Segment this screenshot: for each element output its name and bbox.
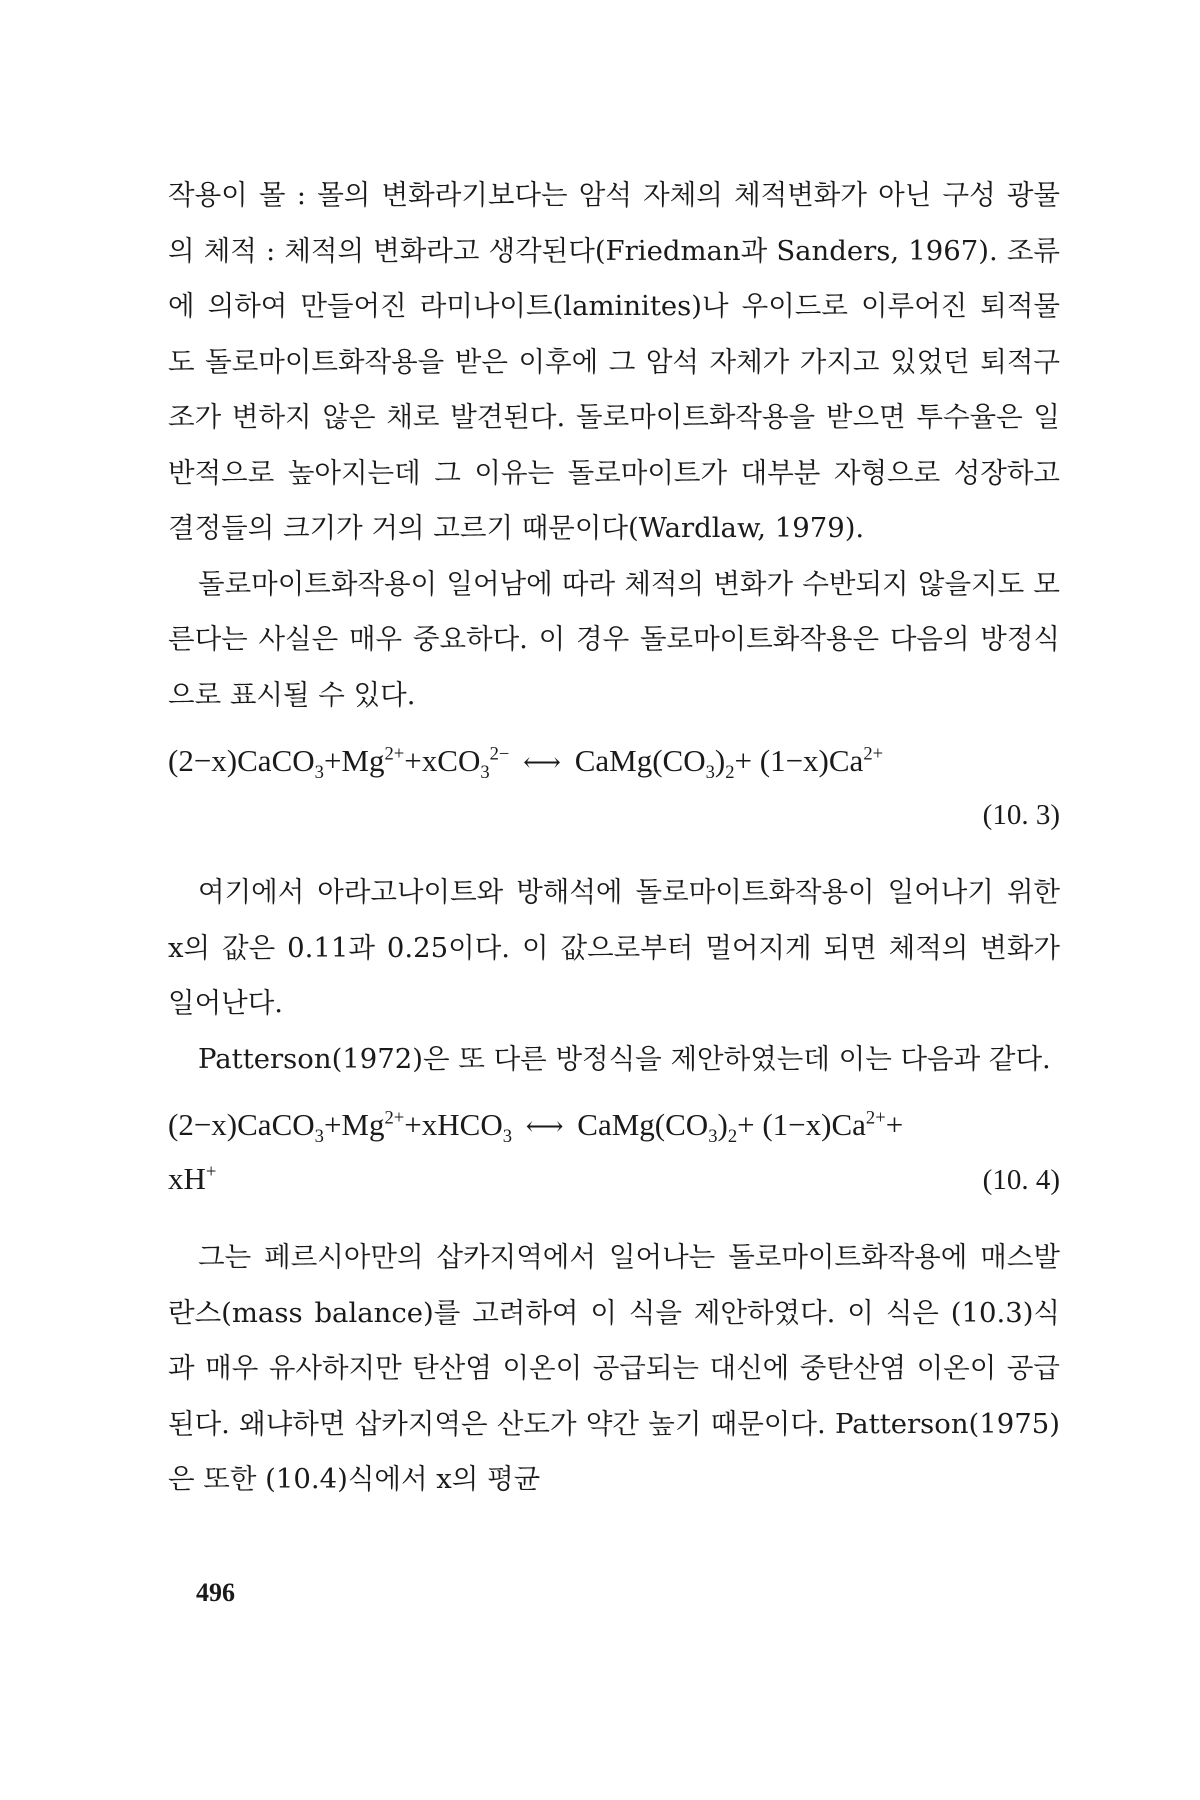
equation-10-3-line (168, 735, 1060, 789)
equation-10-3-number: (10. 3) (982, 799, 1060, 831)
equation-10-4 (168, 1099, 1060, 1206)
equation-10-3 (168, 735, 1060, 841)
paragraph-5: 그는 페르시아만의 삽카지역에서 일어나는 돌로마이트화작용에 매스발란스(mass balance)를 고려하여 이 식을 제안하였다. 이 식은 (10.3)식과 매우 유사하지만 탄산염 이온이 공급되는 대신에 중탄산염 이온이 공급된다. 왜냐하면 삽카지역은 산도가 약간 높기 때문이다. Patterson(1975)은 또한 (10.4)식에서 x의 평균 (168, 1241, 1060, 1495)
reaction-arrow-icon: ⟷ (525, 1112, 564, 1141)
equation-10-3-formula: $(2-x)CaCO_3+Mg^{2+}+xCO_3^{2-}$ ⟷ $CaMg(CO_3)_2+ (1-x)Ca^{2+}$ (168, 735, 883, 789)
paragraph-1: 작용이 몰 : 몰의 변화라기보다는 암석 자체의 체적변화가 아닌 구성 광물의 체적 : 체적의 변화라고 생각된다(Friedman과 Sanders, 1967). 조류에 의하여 만들어진 라미나이트(laminites)나 우이드로 이루어진 퇴적물도 돌로마이트화작용을 받은 이후에 그 암석 자체가 가지고 있었던 퇴적구조가 변하지 않은 채로 발견된다. 돌로마이트화작용을 받으면 투수율은 일반적으로 높아지는데 그 이유는 돌로마이트가 대부분 자형으로 성장하고 결정들의 크기가 거의 고르기 때문이다(Wardlaw, 1979). (168, 179, 1060, 544)
equation-10-4-formula: $(2-x)CaCO_3+Mg^{2+}+xHCO_3$ ⟷ $CaMg(CO_3)_2+ (1-x)Ca^{2+}+$ (168, 1099, 903, 1153)
page-body (168, 168, 1060, 1508)
paragraph-4: Patterson(1972)은 또 다른 방정식을 제안하였는데 이는 다음과 같다. (198, 1042, 1051, 1075)
page-number: 496 (196, 1578, 235, 1607)
paragraph-2: 돌로마이트화작용이 일어남에 따라 체적의 변화가 수반되지 않을지도 모른다는 사실은 매우 중요하다. 이 경우 돌로마이트화작용은 다음의 방정식으로 표시될 수 있다. (168, 567, 1060, 711)
equation-10-4-line (168, 1099, 1060, 1153)
equation-10-4-line-2 (168, 1153, 1060, 1206)
reaction-arrow-icon: ⟷ (523, 748, 561, 777)
paragraph-3: 여기에서 아라고나이트와 방해석에 돌로마이트화작용이 일어나기 위한 x의 값은 0.11과 0.25이다. 이 값으로부터 멀어지게 되면 체적의 변화가 일어난다. (168, 876, 1060, 1019)
equation-10-4-number: (10. 4) (982, 1164, 1060, 1196)
equation-10-4-continuation: xH+ (168, 1161, 217, 1196)
